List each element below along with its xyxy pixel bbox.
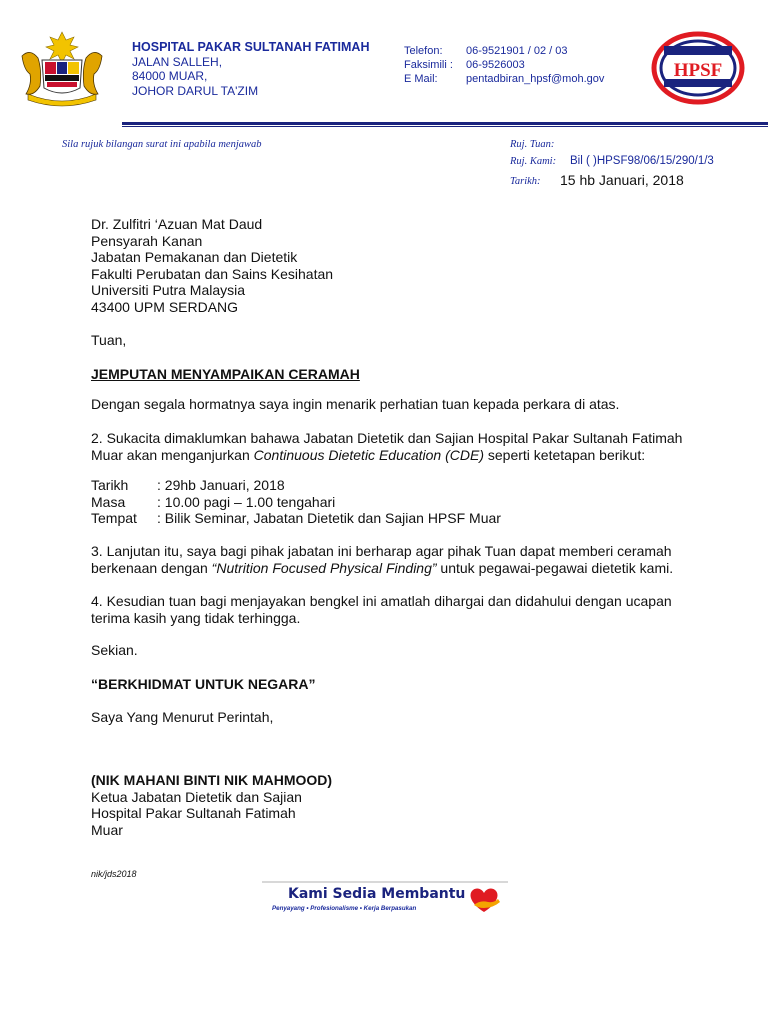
paragraph-1: Dengan segala hormatnya saya ingin menarik perhatian tuan kepada perkara di atas. (91, 396, 620, 412)
letter-date: 15 hb Januari, 2018 (560, 172, 684, 188)
phone-number: 06-9521901 / 02 / 03 (466, 45, 568, 57)
footer-title: Kami Sedia Membantu (288, 886, 466, 902)
signatory-block (91, 772, 332, 838)
schedule-row (91, 510, 501, 527)
salutation: Tuan, (91, 332, 127, 348)
ruj-kami-label: Ruj. Kami: (510, 156, 557, 167)
recipient-line: Universiti Putra Malaysia (91, 282, 246, 298)
phone-label: Telefon: (404, 45, 443, 57)
contact-block (404, 44, 605, 86)
hospital-name: HOSPITAL PAKAR SULTANAH FATIMAH (132, 40, 370, 54)
signatory-name: (NIK MAHANI BINTI NIK MAHMOOD) (91, 772, 333, 788)
paragraph-3-text-end: untuk pegawai-pegawai dietetik kami. (436, 559, 674, 576)
recipient-line: 43400 UPM SERDANG (91, 298, 239, 315)
schedule-label: Masa (91, 493, 126, 510)
ruj-tuan-label: Ruj. Tuan: (510, 139, 555, 150)
paragraph-3 (91, 543, 691, 576)
fax-number: 06-9526003 (466, 59, 525, 71)
schedule-row (91, 494, 501, 511)
paragraph-2 (91, 430, 691, 463)
motto: “BERKHIDMAT UNTUK NEGARA” (91, 676, 316, 692)
signatory-line: Muar (91, 821, 123, 838)
footer-tagline: Penyayang • Profesionalisme • Kerja Berpasukan (272, 905, 417, 912)
kami-sedia-membantu-logo (262, 881, 508, 917)
letter-subject: JEMPUTAN MENYAMPAIKAN CERAMAH (91, 366, 360, 382)
schedule-row (91, 477, 501, 494)
tarikh-label: Tarikh: (510, 176, 541, 187)
header-divider-thin (122, 126, 768, 127)
email-address: pentadbiran_hpsf@moh.gov (466, 73, 605, 85)
signatory-line: Ketua Jabatan Dietetik dan Sajian (91, 788, 302, 805)
header-divider (122, 122, 768, 125)
paragraph-2-text: 2. Sukacita dimaklumkan bahawa Jabatan Dietetik dan Sajian Hospital Pakar Sultanah Fatimah Muar akan menganjurkan (91, 430, 683, 463)
schedule-value: : 10.00 pagi – 1.00 tengahari (157, 493, 336, 510)
recipient-line: Fakulti Perubatan dan Sains Kesihatan (91, 265, 334, 282)
closing: Sekian. (91, 642, 138, 658)
paragraph-4: 4. Kesudian tuan bagi menjayakan bengkel ini amatlah dihargai dan didahului dengan ucapan terima kasih yang tidak terhingga. (91, 593, 672, 626)
schedule-label: Tarikh (91, 477, 129, 493)
recipient-line: Pensyarah Kanan (91, 232, 203, 249)
recipient-line: Dr. Zulfitri ‘Azuan Mat Daud (91, 216, 263, 232)
schedule (91, 477, 501, 527)
hpsf-logo-text: HPSF (673, 60, 723, 81)
schedule-label: Tempat (91, 510, 137, 526)
hospital-address-block (132, 40, 370, 98)
ruj-kami-value: Bil ( )HPSF98/06/15/290/1/3 (570, 155, 714, 167)
schedule-value: : 29hb Januari, 2018 (157, 477, 285, 493)
recipient-line: Jabatan Pemakanan dan Dietetik (91, 249, 298, 265)
sign-off: Saya Yang Menurut Perintah, (91, 709, 274, 725)
address-line: JOHOR DARUL TA'ZIM (132, 83, 259, 98)
paragraph-2-emphasis: Continuous Dietetic Education (CDE) (253, 446, 484, 463)
email-label: E Mail: (404, 73, 438, 85)
schedule-value: : Bilik Seminar, Jabatan Dietetik dan Sajian HPSF Muar (157, 510, 501, 526)
paragraph-3-emphasis: “Nutrition Focused Physical Finding” (211, 559, 437, 576)
recipient-address (91, 216, 333, 315)
address-line: JALAN SALLEH, (132, 54, 223, 69)
paragraph-3-text: 3. Lanjutan itu, saya bagi pihak jabatan ini berharap agar pihak Tuan dapat memberi ceramah berkenaan dengan (91, 543, 672, 576)
signatory-line: Hospital Pakar Sultanah Fatimah (91, 805, 296, 821)
address-line: 84000 MUAR, (132, 69, 208, 83)
reference-initials: nik/jds2018 (91, 869, 137, 879)
hpsf-logo (652, 32, 744, 104)
paragraph-2-text-end: seperti ketetapan berikut: (484, 446, 646, 463)
reference-note: Sila rujuk bilangan surat ini apabila menjawab (62, 139, 262, 150)
malaysia-coat-of-arms-icon (12, 30, 112, 108)
fax-label: Faksimili : (404, 59, 453, 71)
